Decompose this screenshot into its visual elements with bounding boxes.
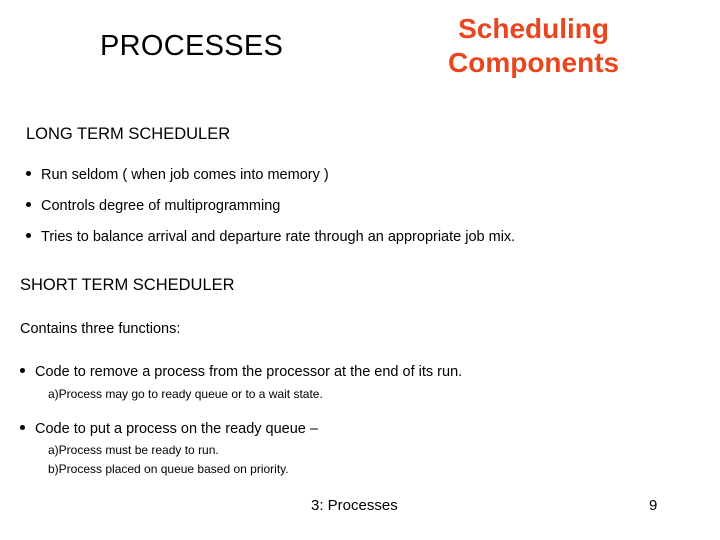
bullet-dot-icon xyxy=(26,202,31,207)
bullet-text: Code to remove a process from the processor at the end of its run. xyxy=(35,364,463,380)
bullet-dot-icon xyxy=(26,233,31,238)
short-term-sub-item: b)Process placed on queue based on priority. xyxy=(48,462,289,476)
bullet-text: Tries to balance arrival and departure rate through an appropriate job mix. xyxy=(41,229,516,245)
bullet-text: Controls degree of multiprogramming xyxy=(41,198,281,214)
short-term-intro: Contains three functions: xyxy=(20,321,181,337)
bullet-dot-icon xyxy=(20,425,25,430)
long-term-bullet xyxy=(26,198,280,214)
bullet-text: Run seldom ( when job comes into memory ) xyxy=(41,167,329,183)
bullet-dot-icon xyxy=(26,171,31,176)
page-number: 9 xyxy=(649,497,658,514)
long-term-bullet xyxy=(26,167,329,183)
section-title-line-1: Scheduling xyxy=(458,13,609,44)
short-term-bullet xyxy=(20,421,318,437)
short-term-sub-item: a)Process may go to ready queue or to a wait state. xyxy=(48,387,323,401)
short-term-sub-item: a)Process must be ready to run. xyxy=(48,443,219,457)
short-term-bullet xyxy=(20,364,462,380)
section-title-line-2: Components xyxy=(448,47,620,78)
bullet-text: Code to put a process on the ready queue – xyxy=(35,421,318,437)
footer-label: 3: Processes xyxy=(311,497,398,514)
slide-title: PROCESSES xyxy=(100,30,284,62)
long-term-bullet xyxy=(26,229,515,245)
section-title xyxy=(448,12,619,80)
short-term-heading: SHORT TERM SCHEDULER xyxy=(20,276,235,294)
bullet-dot-icon xyxy=(20,368,25,373)
long-term-heading: LONG TERM SCHEDULER xyxy=(26,125,231,143)
